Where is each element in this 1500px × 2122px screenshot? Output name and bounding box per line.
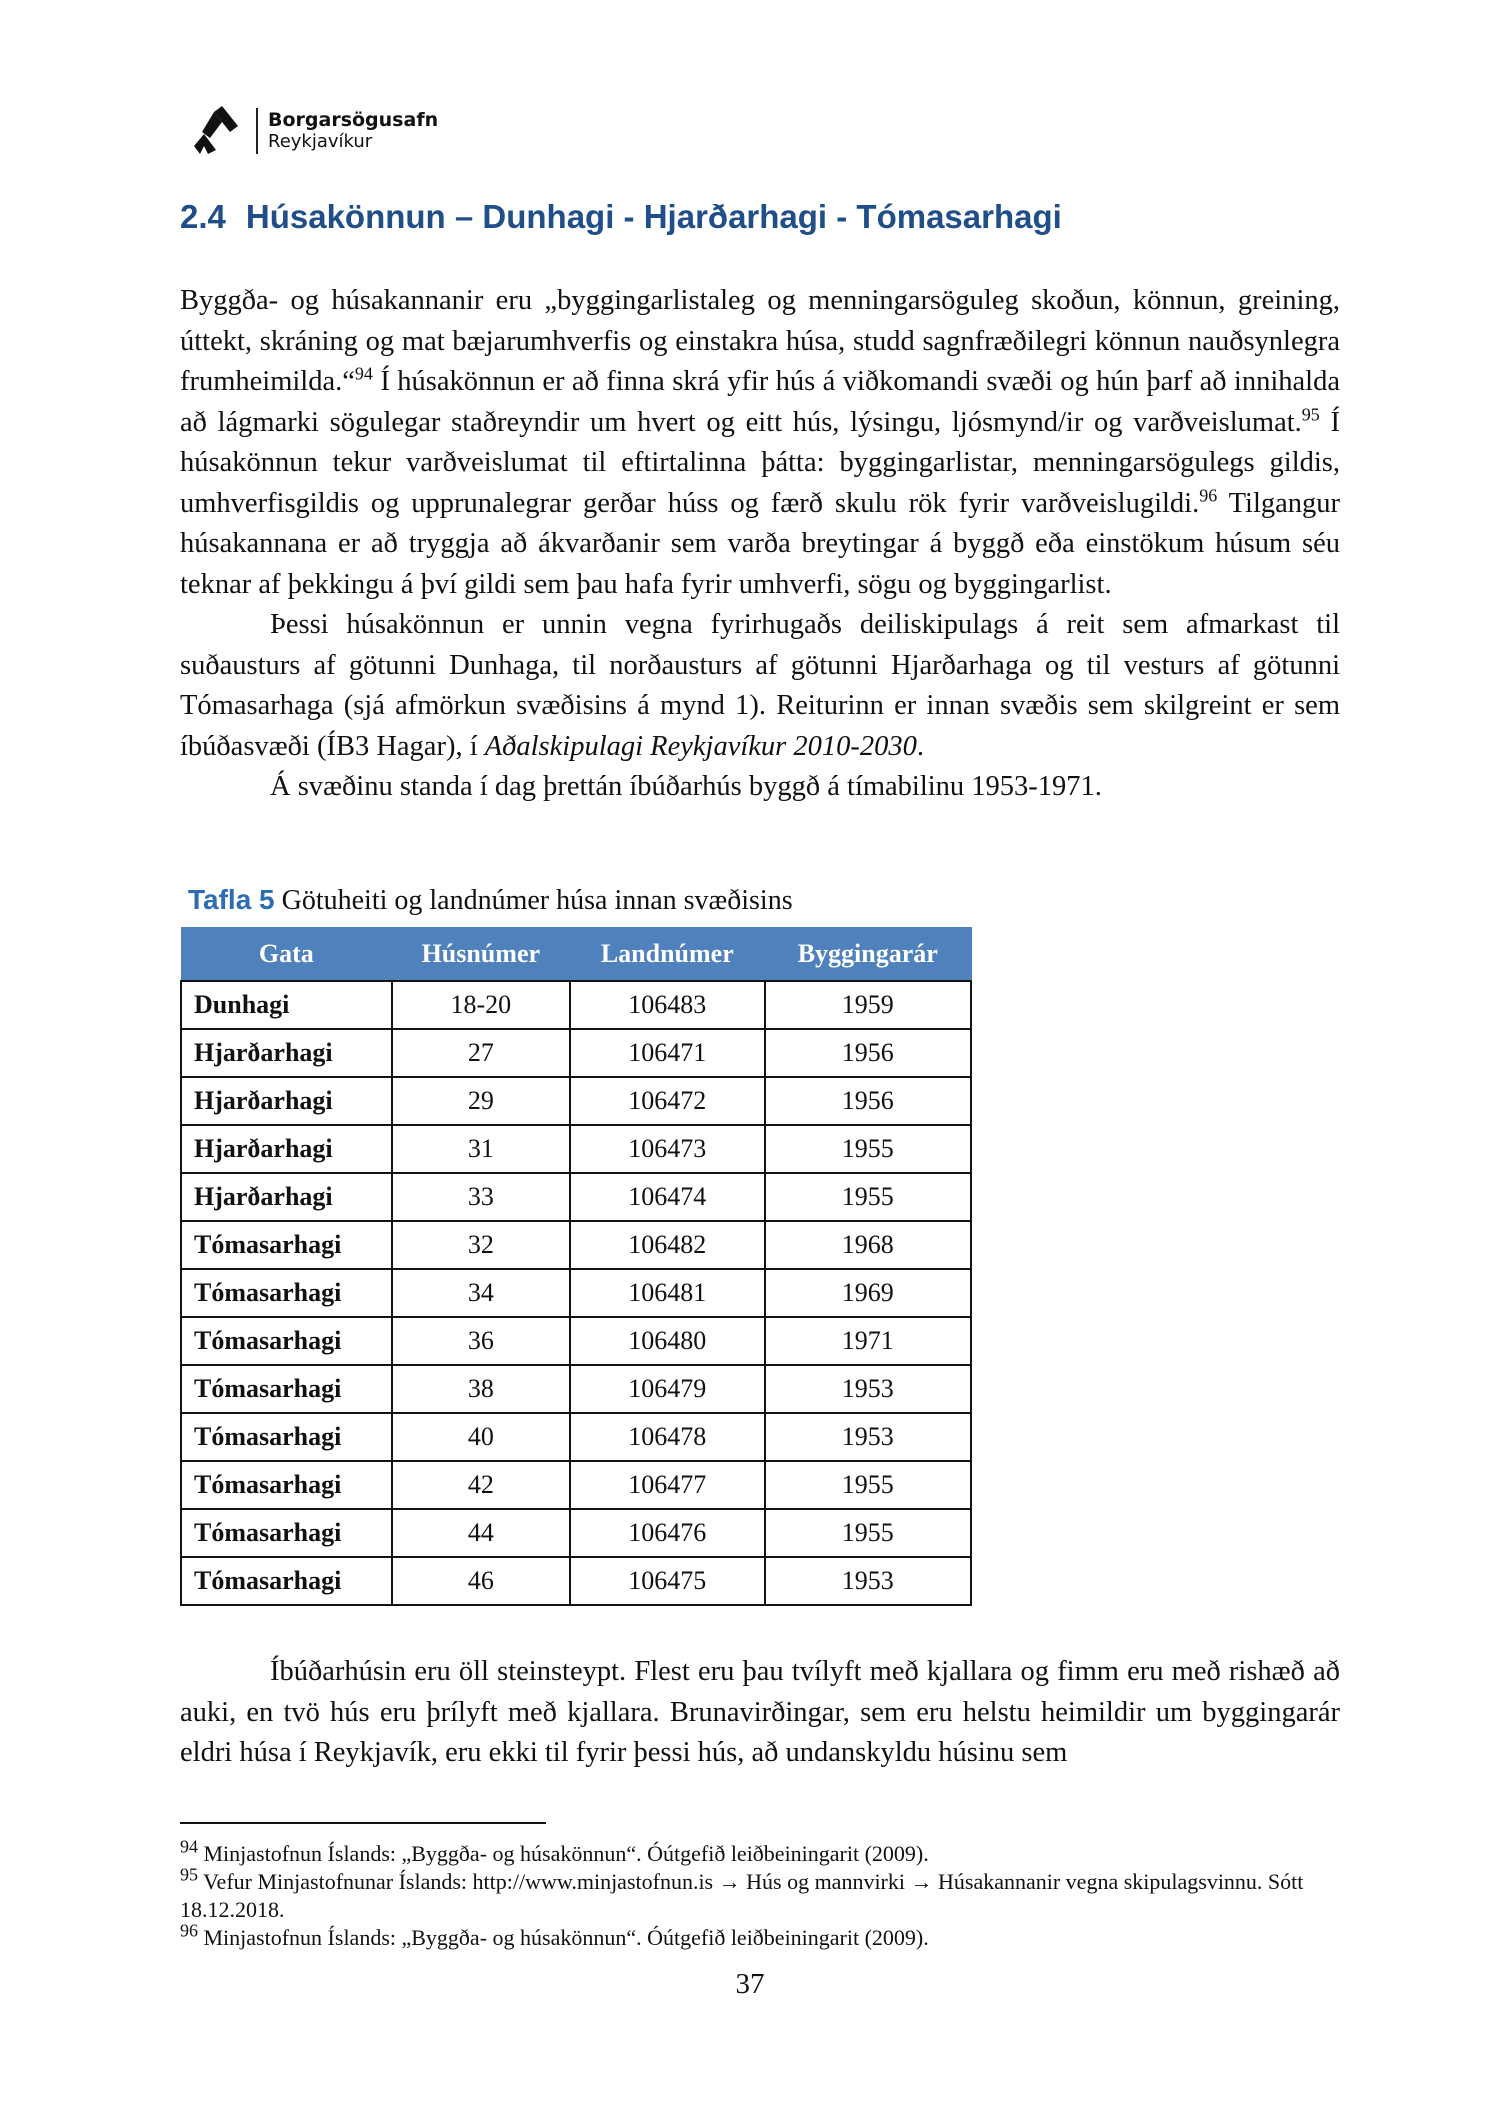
- cell-byggingarar: 1953: [765, 1413, 971, 1461]
- cell-byggingarar: 1955: [765, 1173, 971, 1221]
- header-landnumer: Landnúmer: [570, 928, 764, 982]
- body-text-bottom: [180, 1652, 1340, 1774]
- cell-husnumer: 32: [392, 1221, 570, 1269]
- cell-gata: Tómasarhagi: [181, 1557, 392, 1605]
- cell-landnumer: 106480: [570, 1317, 764, 1365]
- table-row: [181, 1173, 971, 1221]
- cell-byggingarar: 1955: [765, 1125, 971, 1173]
- cell-gata: Tómasarhagi: [181, 1413, 392, 1461]
- cell-gata: Hjarðarhagi: [181, 1125, 392, 1173]
- table-row: [181, 1557, 971, 1605]
- cell-husnumer: 27: [392, 1029, 570, 1077]
- cell-landnumer: 106478: [570, 1413, 764, 1461]
- header-byggingarar: Byggingarár: [765, 928, 971, 982]
- cell-husnumer: 38: [392, 1365, 570, 1413]
- cell-landnumer: 106481: [570, 1269, 764, 1317]
- cell-gata: Tómasarhagi: [181, 1317, 392, 1365]
- cell-landnumer: 106475: [570, 1557, 764, 1605]
- table-row: [181, 1413, 971, 1461]
- cell-gata: Hjarðarhagi: [181, 1077, 392, 1125]
- cell-byggingarar: 1956: [765, 1029, 971, 1077]
- logo-subname: Reykjavíkur: [268, 131, 373, 152]
- table-row: [181, 1365, 971, 1413]
- cell-husnumer: 29: [392, 1077, 570, 1125]
- table-row: [181, 1509, 971, 1557]
- cell-husnumer: 36: [392, 1317, 570, 1365]
- header-gata: Gata: [181, 928, 392, 982]
- footnotes: [180, 1836, 1340, 1952]
- cell-byggingarar: 1968: [765, 1221, 971, 1269]
- cell-gata: Tómasarhagi: [181, 1221, 392, 1269]
- cell-byggingarar: 1971: [765, 1317, 971, 1365]
- cell-byggingarar: 1953: [765, 1365, 971, 1413]
- paragraph-1: Byggða- og húsakannanir eru „byggingarlistaleg og menningarsöguleg skoðun, könnun, greining, úttekt, skráning og mat bæjarumhverfis og einstakra húsa, studd sagnfræðilegri könnun nauðsynlegra frumheimilda.“$^{94}$ Í húsakönnun er að finna skrá yfir hús á viðkomandi svæði og hún þarf að innihalda að lágmarki sögulegar staðreyndir um hvert og eitt hús, lýsingu, ljósmynd/ir og varðveislumat.$^{95}$ Í húsakönnun tekur varðveislumat til eftirtalinna þátta: byggingarlistar, menningarsögulegs gildis, umhverfisgildis og upprunalegrar gerðar húss og færð skulu rök fyrir varðveislugildi.$^{96}$ Tilgangur húsakannana er að tryggja að ákvarðanir sem varða breytingar á byggð eða einstökum húsum séu teknar af þekkingu á því gildi sem þau hafa fyrir umhverfi, sögu og byggingarlist.: [180, 285, 1340, 600]
- table-row: [181, 1077, 971, 1125]
- paragraph-3: Á svæðinu standa í dag þrettán íbúðarhús byggð á tímabilinu 1953-1971.: [270, 771, 1102, 802]
- cell-landnumer: 106479: [570, 1365, 764, 1413]
- cell-byggingarar: 1955: [765, 1509, 971, 1557]
- cell-gata: Tómasarhagi: [181, 1461, 392, 1509]
- header-husnumer: Húsnúmer: [392, 928, 570, 982]
- cell-byggingarar: 1956: [765, 1077, 971, 1125]
- cell-byggingarar: 1959: [765, 981, 971, 1029]
- cell-husnumer: 46: [392, 1557, 570, 1605]
- footnote-separator: [180, 1822, 546, 1824]
- cell-husnumer: 44: [392, 1509, 570, 1557]
- table-row: [181, 1029, 971, 1077]
- cell-gata: Hjarðarhagi: [181, 1029, 392, 1077]
- table-row: [181, 1221, 971, 1269]
- cell-husnumer: 33: [392, 1173, 570, 1221]
- cell-byggingarar: 1969: [765, 1269, 971, 1317]
- page-number: 37: [735, 1968, 765, 2000]
- cell-husnumer: 31: [392, 1125, 570, 1173]
- table-row: [181, 1125, 971, 1173]
- cell-landnumer: 106477: [570, 1461, 764, 1509]
- cell-landnumer: 106472: [570, 1077, 764, 1125]
- table-row: [181, 1269, 971, 1317]
- cell-gata: Tómasarhagi: [181, 1509, 392, 1557]
- table-row: [181, 1461, 971, 1509]
- cell-landnumer: 106471: [570, 1029, 764, 1077]
- logo-name: Borgarsögusafn: [268, 109, 439, 131]
- cell-husnumer: 34: [392, 1269, 570, 1317]
- table-row: [181, 1317, 971, 1365]
- table-row: [181, 981, 971, 1029]
- table-caption: Tafla 5 Götuheiti og landnúmer húsa innan svæðisins: [188, 884, 793, 916]
- cell-husnumer: 40: [392, 1413, 570, 1461]
- cell-landnumer: 106473: [570, 1125, 764, 1173]
- cell-gata: Dunhagi: [181, 981, 392, 1029]
- paragraph-2: Þessi húsakönnun er unnin vegna fyrirhugaðs deiliskipulags á reit sem afmarkast til suðausturs af götunni Dunhaga, til norðausturs af götunni Hjarðarhaga og til vesturs af götunni Tómasarhaga (sjá afmörkun svæðisins á mynd 1). Reiturinn er innan svæðis sem skilgreint er sem íbúðasvæði (ÍB3 Hagar), í Aðalskipulagi Reykjavíkur 2010-2030.: [180, 609, 1340, 762]
- cell-husnumer: 18-20: [392, 981, 570, 1029]
- cell-byggingarar: 1955: [765, 1461, 971, 1509]
- cell-gata: Hjarðarhagi: [181, 1173, 392, 1221]
- cell-husnumer: 42: [392, 1461, 570, 1509]
- footnote: $^{95}$ Vefur Minjastofnunar Íslands: http://www.minjastofnun.is → Hús og mannvirki → Húsakannanir vegna skipulagsvinnu. Sótt 18.12.2018.: [180, 1864, 1304, 1922]
- cell-landnumer: 106483: [570, 981, 764, 1029]
- logo-divider: [256, 108, 258, 154]
- cell-landnumer: 106474: [570, 1173, 764, 1221]
- logo: [192, 106, 438, 156]
- cell-gata: Tómasarhagi: [181, 1365, 392, 1413]
- houses-table: [180, 927, 972, 1606]
- cell-landnumer: 106476: [570, 1509, 764, 1557]
- logo-chevrons-icon: [192, 106, 250, 156]
- cell-landnumer: 106482: [570, 1221, 764, 1269]
- table-header-row: [181, 928, 971, 982]
- paragraph-4: Íbúðarhúsin eru öll steinsteypt. Flest eru þau tvílyft með kjallara og fimm eru með rishæð að auki, en tvö hús eru þrílyft með kjallara. Brunavirðingar, sem eru helstu heimildir um byggingarár eldri húsa í Reykjavík, eru ekki til fyrir þessi hús, að undanskyldu húsinu sem: [180, 1656, 1340, 1768]
- footnote: $^{94}$ Minjastofnun Íslands: „Byggða- og húsakönnun“. Óútgefið leiðbeiningarit (2009).: [180, 1836, 929, 1866]
- cell-gata: Tómasarhagi: [181, 1269, 392, 1317]
- cell-byggingarar: 1953: [765, 1557, 971, 1605]
- body-text-top: [180, 281, 1340, 808]
- section-heading: 2.4 Húsakönnun – Dunhagi - Hjarðarhagi - Tómasarhagi: [180, 198, 1062, 235]
- footnote: $^{96}$ Minjastofnun Íslands: „Byggða- og húsakönnun“. Óútgefið leiðbeiningarit (2009).: [180, 1920, 929, 1950]
